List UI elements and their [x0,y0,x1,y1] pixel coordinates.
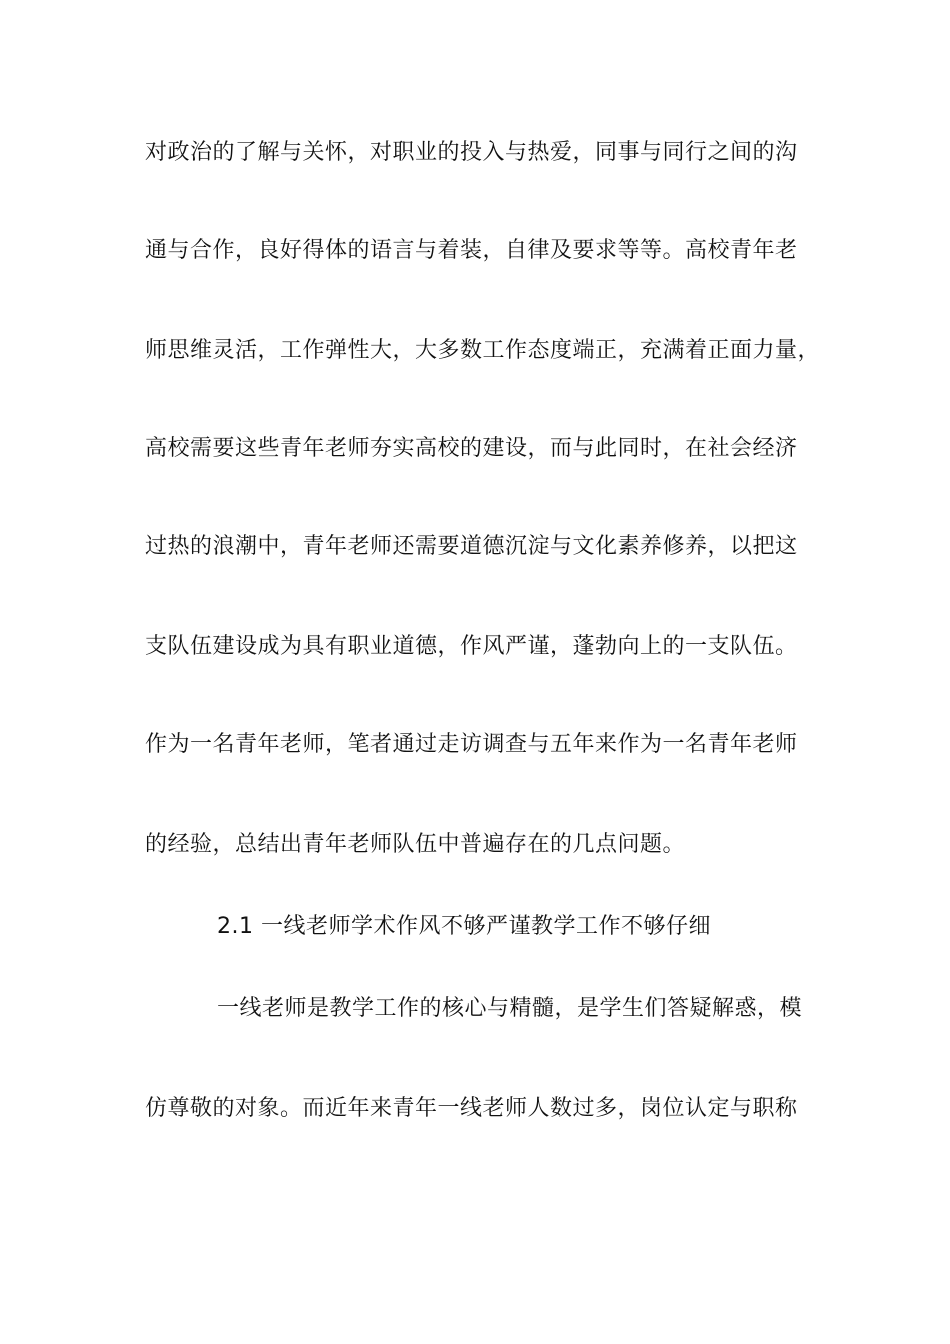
paragraph-line: 仿尊敬的对象。而近年来青年一线老师人数过多，岗位认定与职称 [145,1096,798,1121]
paragraph-line: 的经验，总结出青年老师队伍中普遍存在的几点问题。 [145,832,686,857]
paragraph-line: 师思维灵活，工作弹性大，大多数工作态度端正，充满着正面力量， [145,338,821,363]
paragraph-line: 过热的浪潮中，青年老师还需要道德沉淀与文化素养修养，以把这 [145,534,798,559]
paragraph-line: 高校需要这些青年老师夯实高校的建设，而与此同时，在社会经济 [145,436,798,461]
paragraph-line: 作为一名青年老师，笔者通过走访调查与五年来作为一名青年老师 [145,732,798,757]
paragraph-line: 对政治的了解与关怀，对职业的投入与热爱，同事与同行之间的沟 [145,140,798,165]
paragraph-line: 通与合作，良好得体的语言与着装，自律及要求等等。高校青年老 [145,238,798,263]
section-heading: 2.1 一线老师学术作风不够严谨教学工作不够仔细 [217,914,711,939]
paragraph-line: 一线老师是教学工作的核心与精髓，是学生们答疑解惑，模 [217,996,803,1021]
paragraph-line: 支队伍建设成为具有职业道德，作风严谨，蓬勃向上的一支队伍。 [145,634,798,659]
